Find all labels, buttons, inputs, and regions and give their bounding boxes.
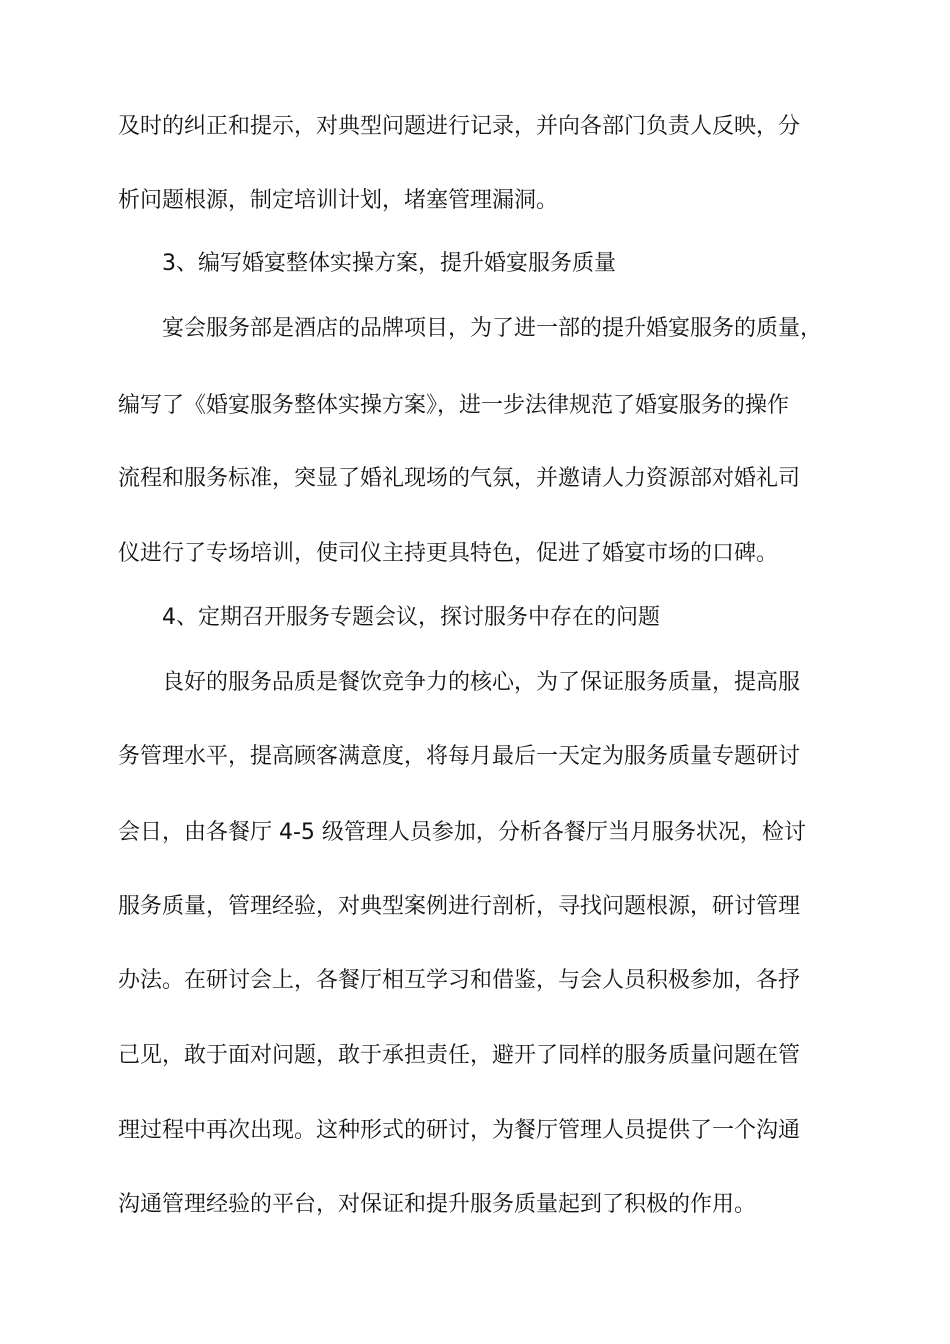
paragraph-line-4: 编写了《婚宴服务整体实操方案》，进一步法律规范了婚宴服务的操作 (118, 393, 790, 418)
paragraph-line-2: 析问题根源，制定培训计划，堵塞管理漏洞。 (118, 188, 559, 213)
paragraph-line-3: 宴会服务部是酒店的品牌项目，为了进一部的提升婚宴服务的质量， (162, 316, 823, 341)
section-heading-4: 4、定期召开服务专题会议，探讨服务中存在的问题 (162, 605, 660, 630)
paragraph-line-10: 服务质量，管理经验，对典型案例进行剖析，寻找问题根源，研讨管理 (118, 894, 801, 919)
paragraph-line-11: 办法。在研讨会上，各餐厅相互学习和借鉴，与会人员积极参加，各抒 (118, 968, 801, 993)
paragraph-line-13: 理过程中再次出现。这种形式的研讨，为餐厅管理人员提供了一个沟通 (118, 1118, 801, 1143)
paragraph-line-7: 良好的服务品质是餐饮竞争力的核心，为了保证服务质量，提高服 (162, 670, 801, 695)
paragraph-line-9: 会日，由各餐厅 4-5 级管理人员参加，分析各餐厅当月服务状况，检讨 (118, 820, 806, 845)
paragraph-line-6: 仪进行了专场培训，使司仪主持更具特色，促进了婚宴市场的口碑。 (118, 541, 779, 566)
section-heading-3: 3、编写婚宴整体实操方案，提升婚宴服务质量 (162, 251, 616, 276)
paragraph-line-5: 流程和服务标准，突显了婚礼现场的气氛，并邀请人力资源部对婚礼司 (118, 466, 801, 491)
paragraph-line-1: 及时的纠正和提示，对典型问题进行记录，并向各部门负责人反映，分 (118, 114, 801, 139)
paragraph-line-12: 己见，敢于面对问题，敢于承担责任，避开了同样的服务质量问题在管 (118, 1043, 801, 1068)
paragraph-line-14: 沟通管理经验的平台，对保证和提升服务质量起到了积极的作用。 (118, 1192, 757, 1217)
paragraph-line-8: 务管理水平，提高顾客满意度，将每月最后一天定为服务质量专题研讨 (118, 744, 801, 769)
